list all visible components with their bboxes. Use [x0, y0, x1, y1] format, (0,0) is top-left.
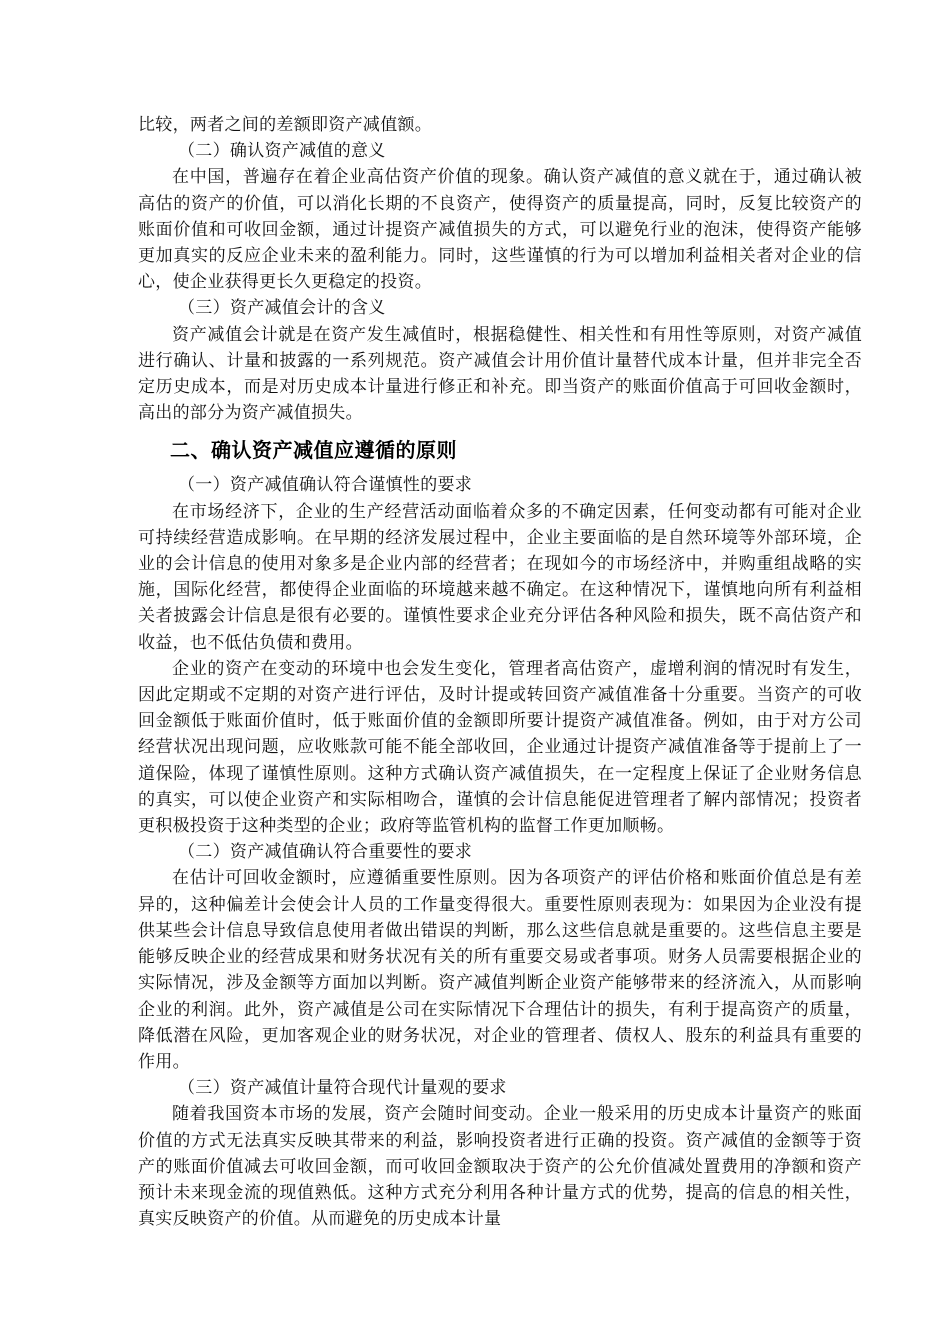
paragraph-prudence-2: 企业的资产在变动的环境中也会发生变化，管理者高估资产，虚增利润的情况时有发生，因此定期或不定期的对资产进行评估，及时计提或转回资产减值准备十分重要。当资产的可收回金额低于账面价值时，低于账面价值的金额即所要计提资产减值准备。例如，由于对方公司经营状况出现问题，应收账款可能不能全部收回，企业通过计提资产减值准备等于提前上了一道保险，体现了谨慎性原则。这种方式确认资产减值损失，在一定程度上保证了企业财务信息的真实，可以使企业资产和实际相吻合，谨慎的会计信息能促进管理者了解内部情况；投资者更积极投资于这种类型的企业；政府等监管机构的监督工作更加顺畅。 [138, 658, 862, 837]
paragraph-measurement: 随着我国资本市场的发展，资产会随时间变动。企业一般采用的历史成本计量资产的账面价值的方式无法真实反映其带来的利益，影响投资者进行正确的投资。资产减值的金额等于资产的账面价值减去可收回金额，而可收回金额取决于资产的公允价值减处置费用的净额和资产预计未来现金流的现值熟低。这种方式充分利用各种计量方式的优势，提高的信息的相关性，真实反映资产的价值。从而避免的历史成本计量 [138, 1104, 862, 1230]
paragraph-continuation: 比较，两者之间的差额即资产减值额。 [138, 115, 433, 135]
subheading-meaning: （三）资产减值会计的含义 [178, 298, 386, 319]
paragraph-materiality: 在估计可回收金额时，应遵循重要性原则。因为各项资产的评估价格和账面价值总是有差异的，这种偏差计会使会计人员的工作量变得很大。重要性原则表现为：如果因为企业没有提供某些会计信息导致信息使用者做出错误的判断，那么这些信息就是重要的。这些信息主要是能够反映企业的经营成果和财务状况有关的所有重要交易或者事项。财务人员需要根据企业的实际情况，涉及金额等方面加以判断。资产减值判断企业资产能够带来的经济流入，从而影响企业的利润。此外，资产减值是公司在实际情况下合理估计的损失，有利于提高资产的质量，降低潜在风险，更加客观企业的财务状况，对企业的管理者、债权人、股东的利益具有重要的作用。 [138, 868, 862, 1072]
subheading-significance: （二）确认资产减值的意义 [178, 141, 386, 162]
document-body [138, 112, 862, 1232]
subheading-materiality: （二）资产减值确认符合重要性的要求 [178, 842, 473, 863]
section-heading-principles: 二、确认资产减值应遵循的原则 [170, 438, 457, 463]
paragraph-significance: 在中国，普遍存在着企业高估资产价值的现象。确认资产减值的意义就在于，通过确认被高估的资产的价值，可以消化长期的不良资产，使得资产的质量提高，同时，反复比较资产的账面价值和可收回金额，通过计提资产减值损失的方式，可以避免行业的泡沫，使得资产能够更加真实的反应企业未来的盈利能力。同时，这些谨慎的行为可以增加利益相关者对企业的信心，使企业获得更长久更稳定的投资。 [138, 167, 862, 293]
subheading-prudence: （一）资产减值确认符合谨慎性的要求 [178, 475, 473, 496]
paragraph-meaning: 资产减值会计就是在资产发生减值时，根据稳健性、相关性和有用性等原则，对资产减值进行确认、计量和披露的一系列规范。资产减值会计用价值计量替代成本计量，但并非完全否定历史成本，而是对历史成本计量进行修正和补充。即当资产的账面价值高于可回收金额时，高出的部分为资产减值损失。 [138, 324, 862, 424]
paragraph-prudence-1: 在市场经济下，企业的生产经营活动面临着众多的不确定因素，任何变动都有可能对企业可持续经营造成影响。在早期的经济发展过程中，企业主要面临的是自然环境等外部环境，企业的会计信息的使用对象多是企业内部的经营者；在现如今的市场经济中，并购重组战略的实施，国际化经营，都使得企业面临的环境越来越不确定。在这种情况下，谨慎地向所有利益相关者披露会计信息是很有必要的。谨慎性要求企业充分评估各种风险和损失，既不高估资产和收益，也不低估负债和费用。 [138, 501, 862, 653]
subheading-measurement: （三）资产减值计量符合现代计量观的要求 [178, 1078, 507, 1099]
